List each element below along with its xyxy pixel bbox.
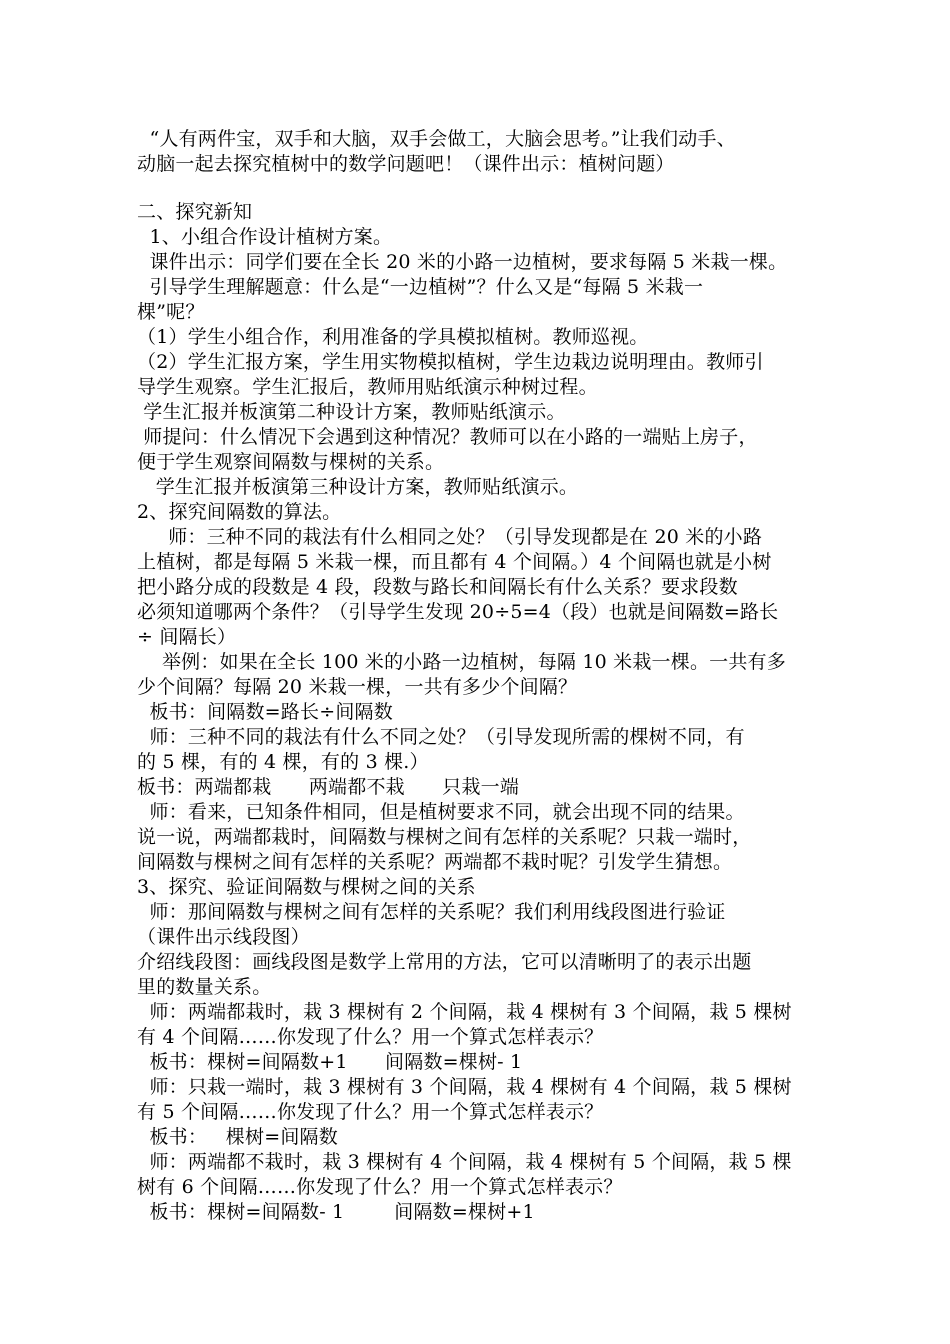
text-line: 间隔数与棵树之间有怎样的关系呢？两端都不栽时呢？引发学生猜想。 <box>137 851 733 873</box>
section-heading: 二、探究新知 <box>137 201 253 223</box>
text-line: （课件出示线段图） <box>137 926 310 948</box>
text-line: 动脑一起去探究植树中的数学问题吧！（课件出示：植树问题） <box>137 153 675 175</box>
text-line: 学生汇报并板演第二种设计方案，教师贴纸演示。 <box>137 401 566 423</box>
text-line: 课件出示：同学们要在全长 20 米的小路一边植树，要求每隔 5 米栽一棵。 <box>137 251 788 273</box>
text-line: 必须知道哪两个条件？（引导学生发现 20÷5=4（段）也就是间隔数=路长 <box>137 601 779 623</box>
text-line: 里的数量关系。 <box>137 976 272 998</box>
text-line: 1、小组合作设计植树方案。 <box>137 226 393 248</box>
board-note: 板书：棵树=间隔数+1 间隔数=棵树- 1 <box>137 1051 523 1073</box>
text-line: 举例：如果在全长 100 米的小路一边植树，每隔 10 米栽一棵。一共有多 <box>137 651 786 673</box>
text-line: 有 4 个间隔……你发现了什么？用一个算式怎样表示？ <box>137 1026 604 1048</box>
text-line: 介绍线段图：画线段图是数学上常用的方法，它可以清晰明了的表示出题 <box>137 951 752 973</box>
text-line: （1）学生小组合作，利用准备的学具模拟植树。教师巡视。 <box>137 326 649 348</box>
text-line: ÷ 间隔长） <box>137 626 237 648</box>
text-line: 师：两端都栽时，栽 3 棵树有 2 个间隔，栽 4 棵树有 3 个间隔，栽 5 棵树 <box>137 1001 792 1023</box>
board-note: 板书： 棵树=间隔数 <box>137 1126 338 1148</box>
text-line: “人有两件宝，双手和大脑，双手会做工，大脑会思考。”让我们动手、 <box>137 128 736 150</box>
text-line: 导学生观察。学生汇报后，教师用贴纸演示种树过程。 <box>137 376 598 398</box>
text-line: 少个间隔？每隔 20 米栽一棵，一共有多少个间隔？ <box>137 676 578 698</box>
text-line: 引导学生理解题意：什么是“一边植树”？什么又是“每隔 5 米栽一 <box>137 276 704 298</box>
text-line: 师：只栽一端时，栽 3 棵树有 3 个间隔，栽 4 棵树有 4 个间隔，栽 5 棵树 <box>137 1076 792 1098</box>
text-line: 师提问：什么情况下会遇到这种情况？教师可以在小路的一端贴上房子， <box>137 426 758 448</box>
text-line: 的 5 棵，有的 4 棵，有的 3 棵.） <box>137 751 429 773</box>
text-line: 师：三种不同的栽法有什么不同之处？（引导发现所需的棵树不同，有 <box>137 726 745 748</box>
text-line: 上植树，都是每隔 5 米栽一棵，而且都有 4 个间隔。）4 个间隔也就是小树 <box>137 551 772 573</box>
text-line: 师：三种不同的栽法有什么相同之处？（引导发现都是在 20 米的小路 <box>137 526 763 548</box>
text-line: 学生汇报并板演第三种设计方案，教师贴纸演示。 <box>137 476 579 498</box>
text-line: 树有 6 个间隔……你发现了什么？用一个算式怎样表示？ <box>137 1176 623 1198</box>
board-note: 板书：棵树=间隔数- 1 间隔数=棵树+1 <box>137 1201 535 1223</box>
section-heading: 2、探究间隔数的算法。 <box>137 501 342 523</box>
board-note: 板书：间隔数=路长÷间隔数 <box>137 701 393 723</box>
text-line: 说一说，两端都栽时，间隔数与棵树之间有怎样的关系呢？只栽一端时， <box>137 826 752 848</box>
board-note: 板书：两端都栽 两端都不栽 只栽一端 <box>137 776 520 798</box>
text-line: 把小路分成的段数是 4 段，段数与路长和间隔长有什么关系？要求段数 <box>137 576 738 598</box>
text-line: 师：两端都不栽时，栽 3 棵树有 4 个间隔，栽 4 棵树有 5 个间隔，栽 5 棵 <box>137 1151 792 1173</box>
text-line: （2）学生汇报方案，学生用实物模拟植树，学生边栽边说明理由。教师引 <box>137 351 764 373</box>
text-line: 有 5 个间隔……你发现了什么？用一个算式怎样表示？ <box>137 1101 604 1123</box>
text-line: 师：看来，已知条件相同，但是植树要求不同，就会出现不同的结果。 <box>137 801 745 823</box>
text-line: 师：那间隔数与棵树之间有怎样的关系呢？我们利用线段图进行验证 <box>137 901 726 923</box>
text-line: 便于学生观察间隔数与棵树的关系。 <box>137 451 445 473</box>
text-line: 棵”呢？ <box>137 301 205 323</box>
section-heading: 3、探究、验证间隔数与棵树之间的关系 <box>137 876 476 898</box>
